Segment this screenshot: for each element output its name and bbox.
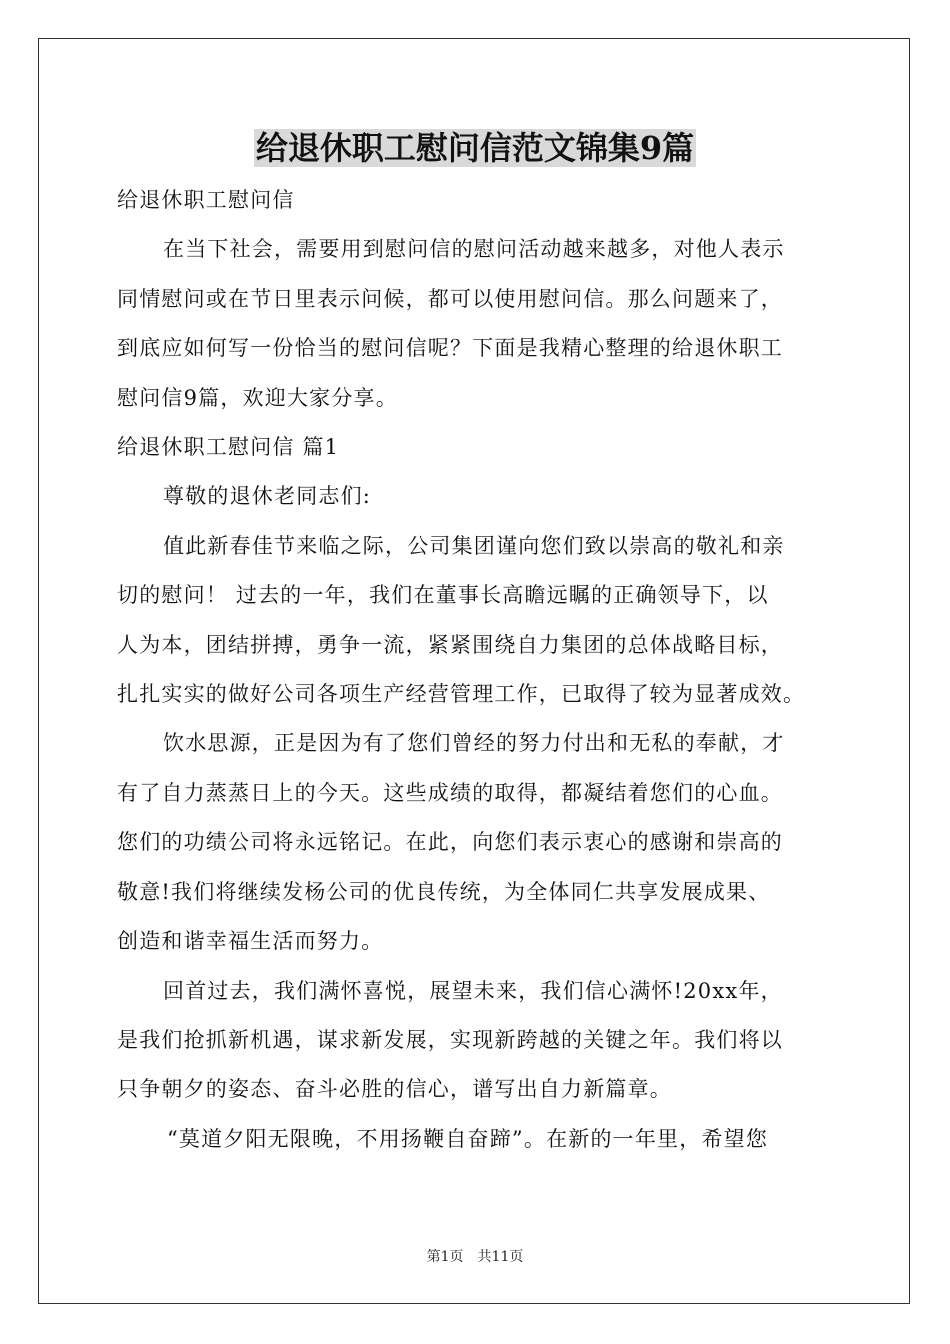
- body-line: “莫道夕阳无限晚，不用扬鞭自奋蹄”。在新的一年里，希望您: [167, 1126, 769, 1151]
- page-number: 第1页: [426, 1249, 464, 1265]
- document-title: [0, 126, 950, 170]
- body-line: 切的慰问！ 过去的一年，我们在董事长高瞻远瞩的正确领导下，以: [117, 583, 769, 608]
- section-heading: 给退休职工慰问信: [117, 188, 295, 212]
- body-line: 饮水思源，正是因为有了您们曾经的努力付出和无私的奉献，才: [163, 731, 785, 756]
- body-line: 敬意!我们将继续发杨公司的优良传统，为全体同仁共享发展成果、: [117, 879, 771, 904]
- section-heading: 给退休职工慰问信 篇1: [117, 435, 340, 460]
- salutation: 尊敬的退休老同志们:: [163, 484, 372, 509]
- document-title-text: 给退休职工慰问信范文锦集9篇: [255, 129, 695, 167]
- body-line: 是我们抢抓新机遇，谋求新发展，实现新跨越的关键之年。我们将以: [117, 1027, 783, 1052]
- body-line: 人为本，团结拼搏，勇争一流，紧紧围绕自力集团的总体战略目标，: [117, 632, 783, 657]
- body-line: 创造和谐幸福生活而努力。: [117, 929, 384, 954]
- body-line: 同情慰问或在节日里表示问候，都可以使用慰问信。那么问题来了，: [117, 286, 783, 311]
- body-line: 您们的功绩公司将永远铭记。在此，向您们表示衷心的感谢和崇高的: [117, 830, 783, 855]
- body-line: 慰问信9篇，欢迎大家分享。: [117, 385, 398, 410]
- body-line: 扎扎实实的做好公司各项生产经营管理工作，已取得了较为显著成效。: [117, 682, 806, 707]
- body-line: 值此新春佳节来临之际，公司集团谨向您们致以崇高的敬礼和亲: [163, 533, 785, 558]
- document-body: [117, 176, 842, 1164]
- body-line: 只争朝夕的姿态、奋斗必胜的信心，谱写出自力新篇章。: [117, 1077, 672, 1102]
- body-line: 到底应如何写一份恰当的慰问信呢？下面是我精心整理的给退休职工: [117, 336, 783, 361]
- body-line: 在当下社会，需要用到慰问信的慰问活动越来越多，对他人表示: [163, 237, 785, 262]
- page-total: 共11页: [477, 1249, 524, 1265]
- page-footer: [0, 1248, 950, 1266]
- body-line: 回首过去，我们满怀喜悦，展望未来，我们信心满怀!20xx年，: [163, 978, 783, 1003]
- body-line: 有了自力蒸蒸日上的今天。这些成绩的取得，都凝结着您们的心血。: [117, 780, 783, 805]
